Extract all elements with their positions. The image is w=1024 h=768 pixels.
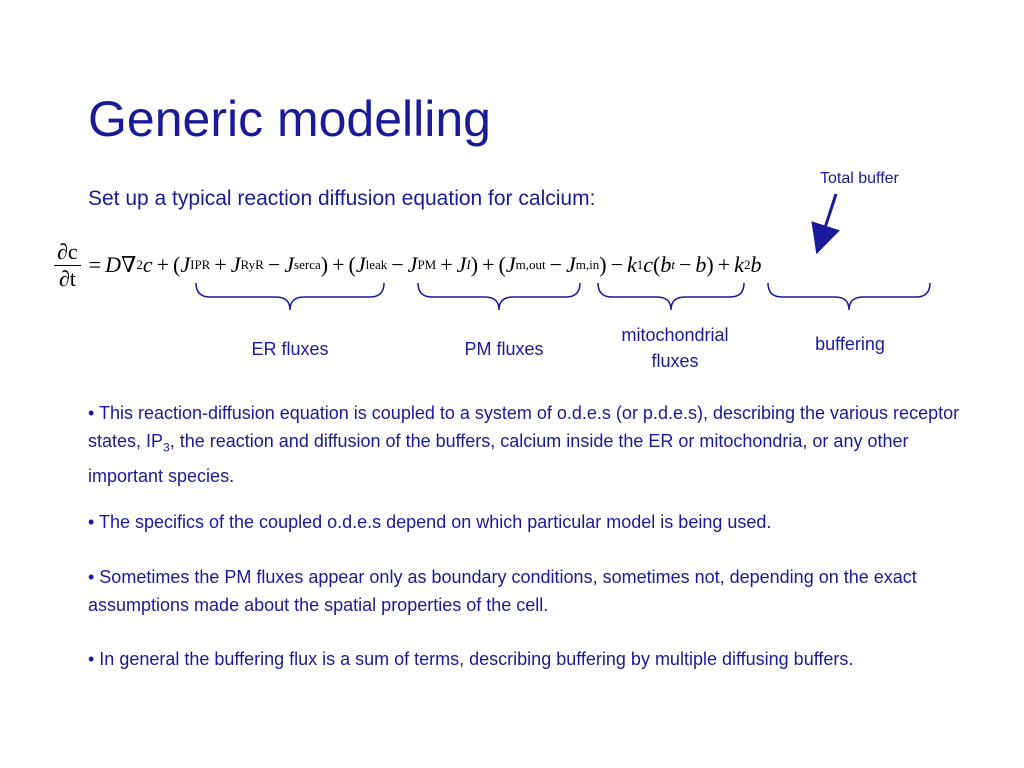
diffusion-coefficient: D bbox=[105, 252, 121, 277]
pm-fluxes-brace bbox=[418, 283, 580, 310]
reaction-diffusion-equation: $\frac{\partial c}{\partial t}$ = D ∇ 2 c + ( J IPR + J RyR − J serca ) + ( J leak − J PM + J I ) + ( J m,out − J m,in ) − k 1 c ( b t − b ) + k 2 b bbox=[54, 234, 761, 296]
er-fluxes-label: ER fluxes bbox=[251, 339, 329, 359]
laplacian: ∇ bbox=[120, 252, 137, 277]
slide-title: Generic modelling bbox=[88, 91, 491, 147]
mito-fluxes-brace bbox=[598, 283, 744, 310]
bullet-pm-fluxes: • Sometimes the PM fluxes appear only as boundary conditions, sometimes not, depending on the exact assumptions made about the spatial properties of the cell. bbox=[88, 567, 917, 615]
slide-subtitle: Set up a typical reaction diffusion equation for calcium: bbox=[88, 187, 596, 210]
buffering-brace bbox=[768, 283, 930, 310]
mitochondrial-fluxes-label: mitochondrial fluxes bbox=[621, 325, 729, 371]
bullet-specifics: • The specifics of the coupled o.d.e.s depend on which particular model is being used. bbox=[88, 512, 772, 532]
lhs-numerator: ∂c bbox=[54, 239, 81, 266]
total-buffer-label: Total buffer bbox=[820, 170, 899, 187]
er-fluxes-brace bbox=[196, 283, 384, 310]
buffering-label: buffering bbox=[815, 334, 885, 354]
bullet-buffering: • In general the buffering flux is a sum of terms, describing buffering by multiple diffusing buffers. bbox=[88, 649, 854, 669]
lhs-denominator: ∂t bbox=[58, 265, 76, 291]
bullet-coupled-odes: • This reaction-diffusion equation is coupled to a system of o.d.e.s (or p.d.e.s), describing the various receptor states, $IP_3$, the reaction and diffusion of the buffers, calcium inside the ER or mitochondria, or any other important species. bbox=[88, 403, 960, 486]
pm-fluxes-label: PM fluxes bbox=[464, 339, 544, 359]
